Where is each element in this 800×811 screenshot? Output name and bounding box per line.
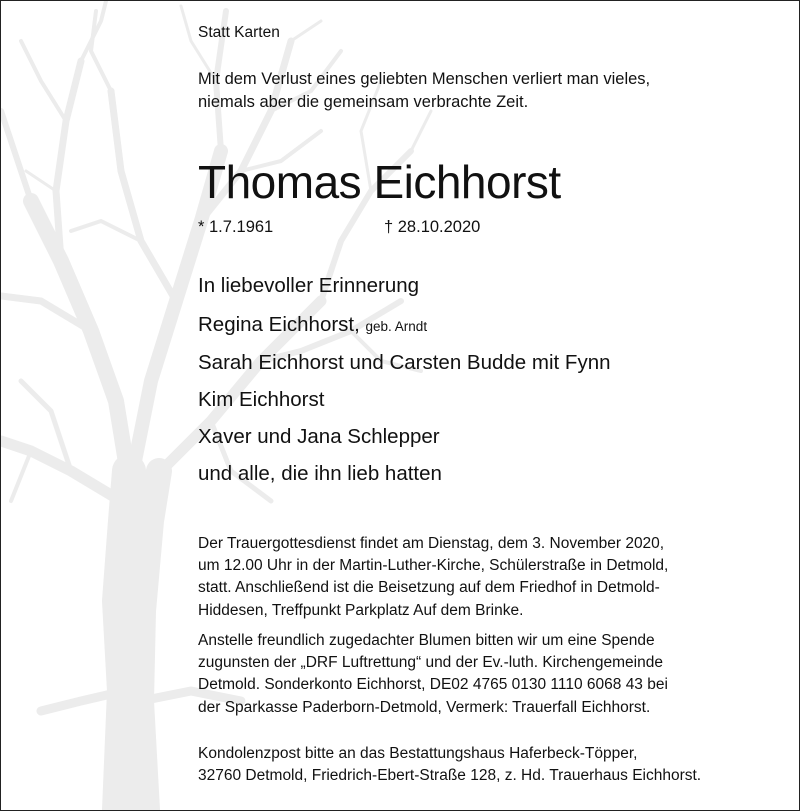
maiden-name: geb. Arndt	[365, 319, 428, 334]
donation-line: Anstelle freundlich zugedachter Blumen bitten wir um eine Spende	[198, 632, 655, 649]
quote-line-2: niemals aber die gemeinsam verbrachte Zeit.	[198, 93, 529, 111]
donation-paragraph	[198, 630, 668, 719]
statt-karten-label: Statt Karten	[198, 24, 280, 41]
donation-line: zugunsten der „DRF Luftrettung“ und der Ev.-luth. Kirchengemeinde	[198, 654, 663, 672]
quote-line-1: Mit dem Verlust eines geliebten Menschen verliert man vieles,	[198, 70, 651, 88]
mourner-sarah: Sarah Eichhorst und Carsten Budde mit Fynn	[198, 351, 611, 374]
donation-line: Detmold. Sonderkonto Eichhorst, DE02 4765 0130 1110 6068 43 bei	[198, 676, 668, 694]
life-dates	[198, 218, 480, 237]
deceased-name: Thomas Eichhorst	[198, 156, 561, 208]
mourner-xaver: Xaver und Jana Schlepper	[198, 425, 440, 448]
mourner-regina-name: Regina Eichhorst,	[198, 313, 360, 336]
mourner-all: und alle, die ihn lieb hatten	[198, 462, 442, 485]
mourner-regina	[198, 307, 427, 346]
death-date: † 28.10.2020	[384, 218, 481, 236]
condolence-line: 32760 Detmold, Friedrich-Ebert-Straße 128, z. Hd. Trauerhaus Eichhorst.	[198, 767, 702, 785]
service-paragraph	[198, 533, 668, 622]
mourner-kim: Kim Eichhorst	[198, 388, 325, 411]
service-line: Hiddesen, Treffpunkt Parkplatz Auf dem Brinke.	[198, 601, 524, 619]
condolence-paragraph	[198, 743, 701, 787]
service-line: statt. Anschließend ist die Beisetzung auf dem Friedhof in Detmold-	[198, 579, 660, 597]
memory-intro: In liebevoller Erinnerung	[198, 274, 420, 297]
donation-line: der Sparkasse Paderborn-Detmold, Vermerk: Trauerfall Eichhorst.	[198, 698, 651, 716]
service-line: Der Trauergottesdienst findet am Dienstag, dem 3. November 2020,	[198, 535, 665, 552]
service-line: um 12.00 Uhr in der Martin-Luther-Kirche, Schülerstraße in Detmold,	[198, 557, 669, 575]
birth-date: * 1.7.1961	[198, 218, 274, 236]
condolence-line: Kondolenzpost bitte an das Bestattungshaus Haferbeck-Töpper,	[198, 745, 638, 762]
